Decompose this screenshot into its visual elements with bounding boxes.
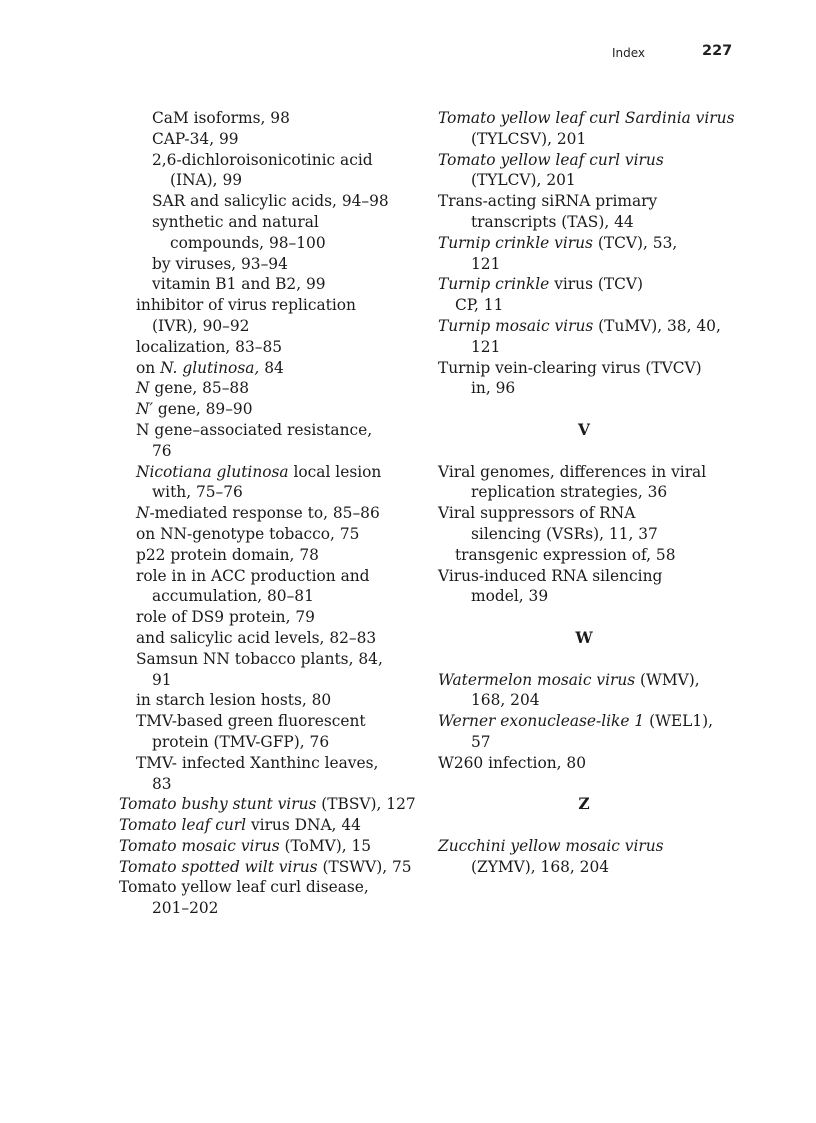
italic-term: Turnip crinkle virus <box>438 233 593 252</box>
entry-text: Turnip vein-clearing virus (TVCV) <box>438 358 702 377</box>
index-entry-line <box>438 129 738 150</box>
entry-text: (ToMV), 15 <box>279 836 372 855</box>
italic-term: Tomato yellow leaf curl Sardinia virus <box>438 109 735 127</box>
index-entry-line <box>119 545 419 566</box>
index-entry-line <box>119 753 419 774</box>
index-entry-line <box>438 295 738 316</box>
section-spacer <box>438 774 738 795</box>
index-entry-line <box>119 482 419 503</box>
entry-text: by viruses, 93–94 <box>152 254 288 273</box>
entry-text: (TCV), 53, <box>592 233 678 252</box>
entry-text: 121 <box>471 337 501 356</box>
entry-text: 2,6-dichloroisonicotinic acid <box>152 150 373 169</box>
index-entry-line <box>119 690 419 711</box>
index-entry-line <box>119 316 419 337</box>
entry-text: SAR and salicylic acids, 94–98 <box>152 192 389 211</box>
index-entry-line <box>119 524 419 545</box>
section-spacer <box>438 815 738 836</box>
entry-text: 91 <box>152 670 172 689</box>
index-entry-line <box>438 316 738 337</box>
index-entry-line <box>119 649 419 670</box>
entry-text: Tomato yellow leaf curl disease, <box>119 878 369 897</box>
entry-text: (WMV), <box>635 670 700 689</box>
section-spacer <box>438 399 738 420</box>
entry-text: transcripts (TAS), 44 <box>471 212 634 231</box>
entry-text: with, 75–76 <box>152 483 243 502</box>
entry-text: 83 <box>152 774 172 793</box>
index-entry-line <box>119 212 419 233</box>
index-entry-line <box>119 399 419 420</box>
index-entry-line <box>119 503 419 524</box>
index-entry-line <box>119 191 419 212</box>
entry-text: W260 infection, 80 <box>438 753 586 772</box>
italic-term: N <box>136 379 150 398</box>
index-entry-line <box>119 295 419 316</box>
index-entry-line <box>119 628 419 649</box>
italic-term: Tomato spotted wilt virus <box>119 857 318 876</box>
index-entry-line <box>438 670 738 691</box>
index-entry-line <box>119 607 419 628</box>
entry-text: CAP-34, 99 <box>152 129 239 148</box>
index-entry-line <box>119 108 419 129</box>
index-entry-line <box>438 337 738 358</box>
index-entry-line <box>119 836 419 857</box>
italic-term: Watermelon mosaic virus <box>438 670 636 689</box>
index-entry-line <box>119 462 419 483</box>
entry-text: (TSWV), 75 <box>317 857 412 876</box>
italic-term: N. glutinosa, <box>160 358 260 377</box>
entry-text: model, 39 <box>471 587 549 606</box>
index-entry-line <box>119 774 419 795</box>
index-entry-line <box>438 378 738 399</box>
index-entry-line <box>438 732 738 753</box>
section-spacer <box>438 607 738 628</box>
entry-text: Viral genomes, differences in viral <box>438 462 707 481</box>
page-number: 227 <box>702 43 733 59</box>
index-entry-line <box>119 233 419 254</box>
index-entry-line <box>438 212 738 233</box>
index-entry-line <box>438 254 738 275</box>
index-entry-line <box>438 462 738 483</box>
entry-text: accumulation, 80–81 <box>152 587 314 606</box>
entry-text: CP, 11 <box>455 296 504 315</box>
entry-text: Viral suppressors of RNA <box>438 504 636 523</box>
entry-text: (ZYMV), 168, 204 <box>471 857 610 876</box>
entry-text: gene, 85–88 <box>149 379 249 398</box>
entry-text: 84 <box>259 358 284 377</box>
entry-text: 168, 204 <box>471 691 540 710</box>
index-entry-line <box>438 482 738 503</box>
entry-text: compounds, 98–100 <box>170 233 326 252</box>
italic-term: Zucchini yellow mosaic virus <box>438 836 664 855</box>
index-entry-line <box>438 233 738 254</box>
index-entry-line <box>119 815 419 836</box>
index-entry-line <box>438 753 738 774</box>
index-entry-line <box>119 358 419 379</box>
entry-text: N gene–associated resistance, <box>136 420 373 439</box>
entry-text: (IVR), 90–92 <box>152 316 250 335</box>
index-entry-line <box>119 898 419 919</box>
index-entry-line <box>119 337 419 358</box>
italic-term: Turnip mosaic virus <box>438 316 594 335</box>
index-entry-line <box>438 836 738 857</box>
section-spacer <box>438 441 738 462</box>
entry-text: inhibitor of virus replication <box>136 296 356 315</box>
entry-text: 57 <box>471 732 491 751</box>
entry-text: 121 <box>471 254 501 273</box>
index-entry-line <box>119 254 419 275</box>
index-entry-line <box>438 170 738 191</box>
index-column-left <box>119 108 419 919</box>
index-entry-line <box>438 274 738 295</box>
entry-text: local lesion <box>288 462 382 481</box>
entry-text: on <box>136 358 161 377</box>
entry-text: 76 <box>152 441 172 460</box>
index-entry-line <box>438 358 738 379</box>
italic-term: Turnip crinkle <box>438 275 550 294</box>
index-entry-line <box>119 670 419 691</box>
entry-text: TMV- infected Xanthinc leaves, <box>136 753 379 772</box>
index-entry-line <box>119 732 419 753</box>
section-letter-heading: V <box>578 420 590 439</box>
entry-text: synthetic and natural <box>152 212 319 231</box>
italic-term: Tomato yellow leaf curl virus <box>438 150 664 169</box>
index-entry-line <box>119 378 419 399</box>
index-entry-line <box>119 566 419 587</box>
entry-text: 201–202 <box>152 899 219 918</box>
section-letter-heading: W <box>575 628 593 647</box>
entry-text: CaM isoforms, 98 <box>152 109 290 127</box>
italic-term: N <box>136 504 150 523</box>
index-entry-line <box>119 794 419 815</box>
italic-term: Tomato leaf curl <box>119 816 247 835</box>
index-entry-line <box>438 566 738 587</box>
entry-text: role in in ACC production and <box>136 566 370 585</box>
index-entry-line <box>119 420 419 441</box>
italic-term: Tomato bushy stunt virus <box>119 795 317 814</box>
entry-text: replication strategies, 36 <box>471 483 668 502</box>
entry-text: gene, 89–90 <box>152 400 253 419</box>
index-entry-line <box>438 108 738 129</box>
entry-text: -mediated response to, 85–86 <box>149 504 380 523</box>
index-entry-line <box>119 274 419 295</box>
entry-text: virus (TCV) <box>549 275 644 294</box>
index-entry-line <box>119 877 419 898</box>
index-entry-line <box>119 586 419 607</box>
italic-term: N′ <box>136 400 153 419</box>
index-entry-line <box>119 711 419 732</box>
entry-text: Trans-acting siRNA primary <box>438 192 658 211</box>
entry-text: p22 protein domain, 78 <box>136 545 319 564</box>
entry-text: silencing (VSRs), 11, 37 <box>471 524 658 543</box>
italic-term: Tomato mosaic virus <box>119 836 280 855</box>
entry-text: and salicylic acid levels, 82–83 <box>136 628 377 647</box>
entry-text: on NN-genotype tobacco, 75 <box>136 524 360 543</box>
index-entry-line <box>438 524 738 545</box>
entry-text: (TBSV), 127 <box>316 795 416 814</box>
index-entry-line <box>119 857 419 878</box>
index-entry-line <box>438 191 738 212</box>
index-entry-line <box>119 441 419 462</box>
entry-text: vitamin B1 and B2, 99 <box>152 275 326 294</box>
entry-text: in, 96 <box>471 379 516 398</box>
entry-text: TMV-based green fluorescent <box>136 712 366 731</box>
index-entry-line <box>438 711 738 732</box>
entry-text: in starch lesion hosts, 80 <box>136 691 332 710</box>
index-entry-line <box>438 503 738 524</box>
entry-text: (TuMV), 38, 40, <box>593 316 721 335</box>
index-entry-line <box>438 690 738 711</box>
index-entry-line <box>438 150 738 171</box>
entry-text: Virus-induced RNA silencing <box>438 566 663 585</box>
entry-text: localization, 83–85 <box>136 337 283 356</box>
entry-text: (INA), 99 <box>170 171 243 190</box>
entry-text: (TYLCSV), 201 <box>471 129 587 148</box>
index-entry-line <box>119 129 419 150</box>
index-entry-line <box>119 150 419 171</box>
page-header <box>0 43 816 63</box>
index-entry-line <box>119 170 419 191</box>
running-head: Index <box>612 46 646 60</box>
entry-text: transgenic expression of, 58 <box>455 545 676 564</box>
index-entry-line <box>438 586 738 607</box>
italic-term: Nicotiana glutinosa <box>136 462 289 481</box>
section-letter-heading: Z <box>578 795 590 814</box>
entry-text: protein (TMV-GFP), 76 <box>152 732 330 751</box>
entry-text: (WEL1), <box>644 712 714 731</box>
entry-text: Samsun NN tobacco plants, 84, <box>136 649 383 668</box>
entry-text: (TYLCV), 201 <box>471 171 576 190</box>
entry-text: virus DNA, 44 <box>246 816 361 835</box>
entry-text: role of DS9 protein, 79 <box>136 608 315 627</box>
italic-term: Werner exonuclease-like 1 <box>438 712 645 731</box>
section-spacer <box>438 649 738 670</box>
index-column-right <box>438 108 738 877</box>
index-entry-line <box>438 545 738 566</box>
index-entry-line <box>438 857 738 878</box>
